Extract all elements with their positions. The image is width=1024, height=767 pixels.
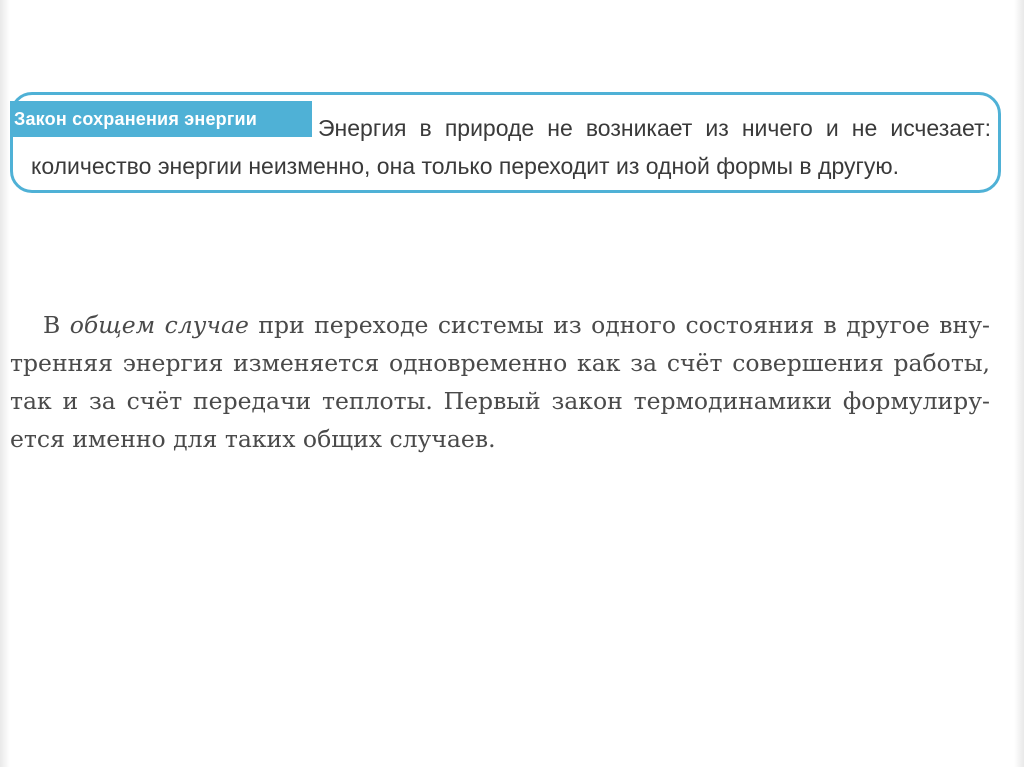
paragraph-body: при переходе системы из одного состояния в другое внутренняя энергия изменяется одновременно как за счёт совершения работы, так и за счёт передачи теплоты. Первый закон термодинамики формулируется именно для таких общих случаев. [10, 311, 990, 453]
left-edge-shadow [0, 0, 10, 767]
law-title: Закон сохранения энергии [10, 101, 312, 137]
body-paragraph [10, 306, 990, 458]
paragraph-lead: В [43, 311, 61, 339]
paragraph-emphasis: общем случае [69, 311, 249, 339]
law-definition-box [10, 92, 1001, 193]
law-text: Энергия в природе не возникает из ничего и не исчезает: количество энергии неизменно, она только переходит из одной формы в другую. [31, 115, 991, 179]
right-edge-shadow [1014, 0, 1024, 767]
